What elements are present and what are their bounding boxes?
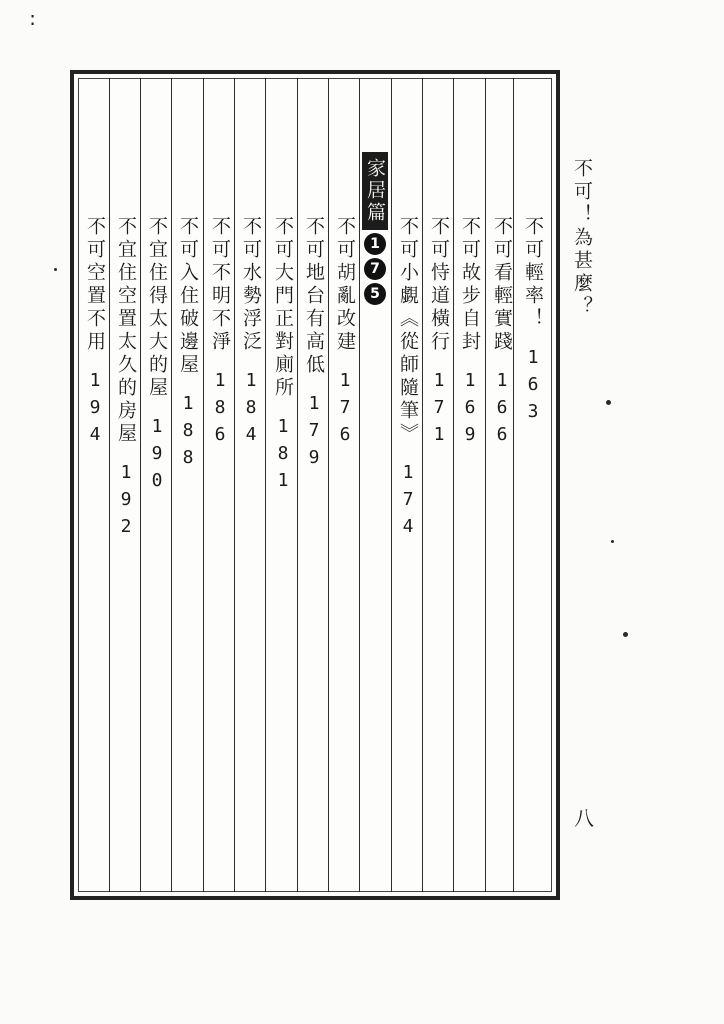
toc-entry[interactable]	[396, 216, 420, 543]
column-rule	[513, 78, 514, 892]
column-rule	[171, 78, 172, 892]
toc-entry[interactable]	[83, 216, 107, 451]
toc-entry-page: 174	[397, 462, 419, 543]
toc-entry-title: 不可水勢浮泛	[240, 216, 262, 354]
column-rule	[297, 78, 298, 892]
toc-entry[interactable]	[333, 216, 357, 451]
toc-entry-page: 171	[428, 370, 450, 451]
section-number-digit: 1	[364, 233, 386, 255]
toc-entry-title: 不可不明不淨	[209, 216, 231, 354]
column-rule	[453, 78, 454, 892]
column-rule	[234, 78, 235, 892]
toc-entry-page: 188	[177, 393, 199, 474]
scan-speck	[611, 540, 614, 543]
column-rule	[203, 78, 204, 892]
toc-entry-title: 不可胡亂改建	[334, 216, 356, 354]
toc-entry-page: 166	[491, 370, 513, 451]
column-rule	[359, 78, 360, 892]
toc-frame	[70, 70, 560, 900]
section-label: 家居篇	[362, 152, 388, 230]
toc-entry[interactable]	[271, 216, 295, 497]
toc-entry-page: 181	[272, 416, 294, 497]
toc-entry-title: 不可輕率！	[522, 216, 544, 331]
toc-entry-title: 不可小覷《從師隨筆》	[397, 216, 419, 446]
column-rule	[140, 78, 141, 892]
section-number-digit: 7	[364, 258, 386, 280]
toc-entry[interactable]	[427, 216, 451, 451]
toc-entry-title: 不可故步自封	[459, 216, 481, 354]
running-header: 不可！為甚麼？	[571, 158, 593, 319]
toc-entry-title: 不可看輕實踐	[491, 216, 513, 354]
toc-entry-page: 184	[240, 370, 262, 451]
toc-entry[interactable]	[145, 216, 169, 497]
toc-entry-title: 不可地台有高低	[303, 216, 325, 377]
column-rule	[265, 78, 266, 892]
page-number: 八	[574, 806, 594, 830]
toc-entry[interactable]	[114, 216, 138, 543]
scan-speck	[623, 632, 628, 637]
toc-entry-title: 不宜住空置太久的房屋	[115, 216, 137, 446]
section-number-digit: 5	[364, 283, 386, 305]
toc-entry-page: 194	[84, 370, 106, 451]
toc-entry-title: 不可空置不用	[84, 216, 106, 354]
scan-speck	[54, 268, 57, 271]
column-rule	[109, 78, 110, 892]
toc-entry[interactable]	[302, 216, 326, 474]
toc-entry[interactable]	[490, 216, 514, 451]
toc-entry-title: 不可大門正對廁所	[272, 216, 294, 400]
toc-entry-page: 190	[146, 416, 168, 497]
section-marker	[362, 152, 388, 305]
column-rule	[422, 78, 423, 892]
column-rule	[485, 78, 486, 892]
toc-entry-page: 192	[115, 462, 137, 543]
toc-entry[interactable]	[458, 216, 482, 451]
toc-entry[interactable]	[208, 216, 232, 451]
toc-entry-page: 169	[459, 370, 481, 451]
toc-entry-page: 179	[303, 393, 325, 474]
toc-entry[interactable]	[521, 216, 545, 428]
corner-mark: ∶	[30, 8, 36, 32]
toc-entry-title: 不宜住得太大的屋	[146, 216, 168, 400]
toc-entry-title: 不可入住破邊屋	[177, 216, 199, 377]
toc-entry[interactable]	[239, 216, 263, 451]
toc-entry-page: 163	[522, 347, 544, 428]
toc-entry-title: 不可恃道橫行	[428, 216, 450, 354]
scan-speck	[606, 400, 611, 405]
toc-entry-page: 186	[209, 370, 231, 451]
column-rule	[391, 78, 392, 892]
toc-entry-page: 176	[334, 370, 356, 451]
toc-entry[interactable]	[176, 216, 200, 474]
column-rule	[328, 78, 329, 892]
